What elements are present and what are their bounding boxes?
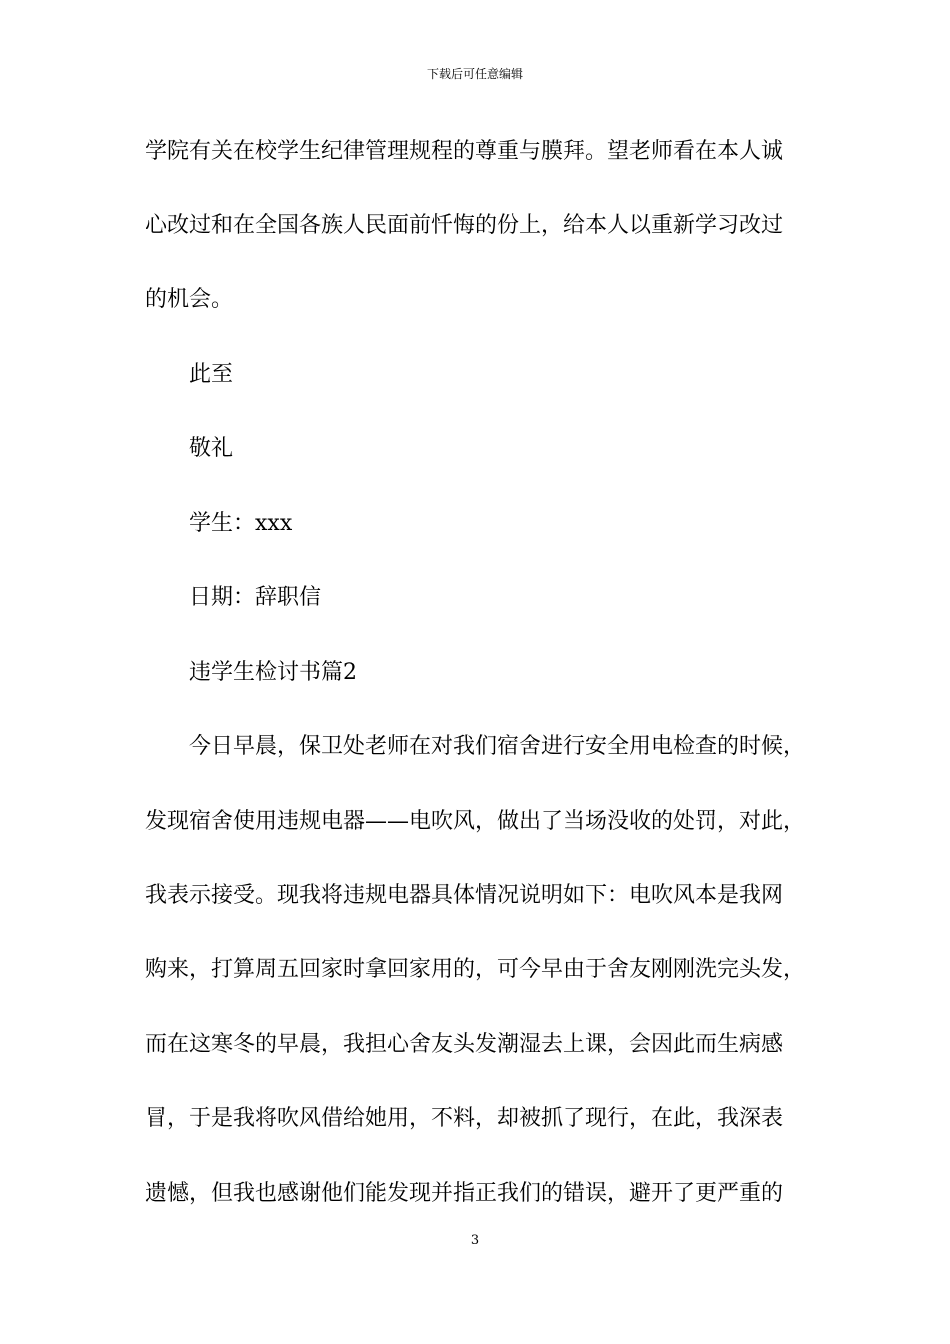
paragraph-line: 而在这寒冬的早晨，我担心舍友头发潮湿去上课，会因此而生病感	[145, 1032, 784, 1057]
paragraph-line: 我表示接受。现我将违规电器具体情况说明如下：电吹风本是我网	[145, 883, 784, 908]
paragraph-line: 的机会。	[145, 287, 234, 312]
paragraph-line: 购来，打算周五回家时拿回家用的，可今早由于舍友刚刚洗完头发，	[145, 957, 806, 982]
page-number: 3	[470, 1233, 480, 1248]
paragraph-line: 遗憾，但我也感谢他们能发现并指正我们的错误，避开了更严重的	[145, 1181, 784, 1206]
signature-student: 学生：xxx	[189, 511, 293, 536]
page-header: 下载后可任意编辑	[426, 67, 523, 81]
paragraph-line: 今日早晨，保卫处老师在对我们宿舍进行安全用电检查的时候，	[189, 734, 806, 759]
paragraph-line: 冒，于是我将吹风借给她用，不料，却被抓了现行，在此，我深表	[145, 1106, 784, 1131]
paragraph-line: 心改过和在全国各族人民面前忏悔的份上，给本人以重新学习改过	[145, 213, 784, 238]
closing-salutation: 敬礼	[189, 436, 234, 461]
paragraph-line: 发现宿舍使用违规电器——电吹风，做出了当场没收的处罚，对此，	[145, 809, 806, 834]
paragraph-line: 学院有关在校学生纪律管理规程的尊重与膜拜。望老师看在本人诚	[145, 139, 784, 164]
section-title: 违学生检讨书篇2	[189, 660, 357, 685]
closing-phrase: 此至	[189, 362, 234, 387]
signature-date: 日期：辞职信	[189, 585, 322, 610]
